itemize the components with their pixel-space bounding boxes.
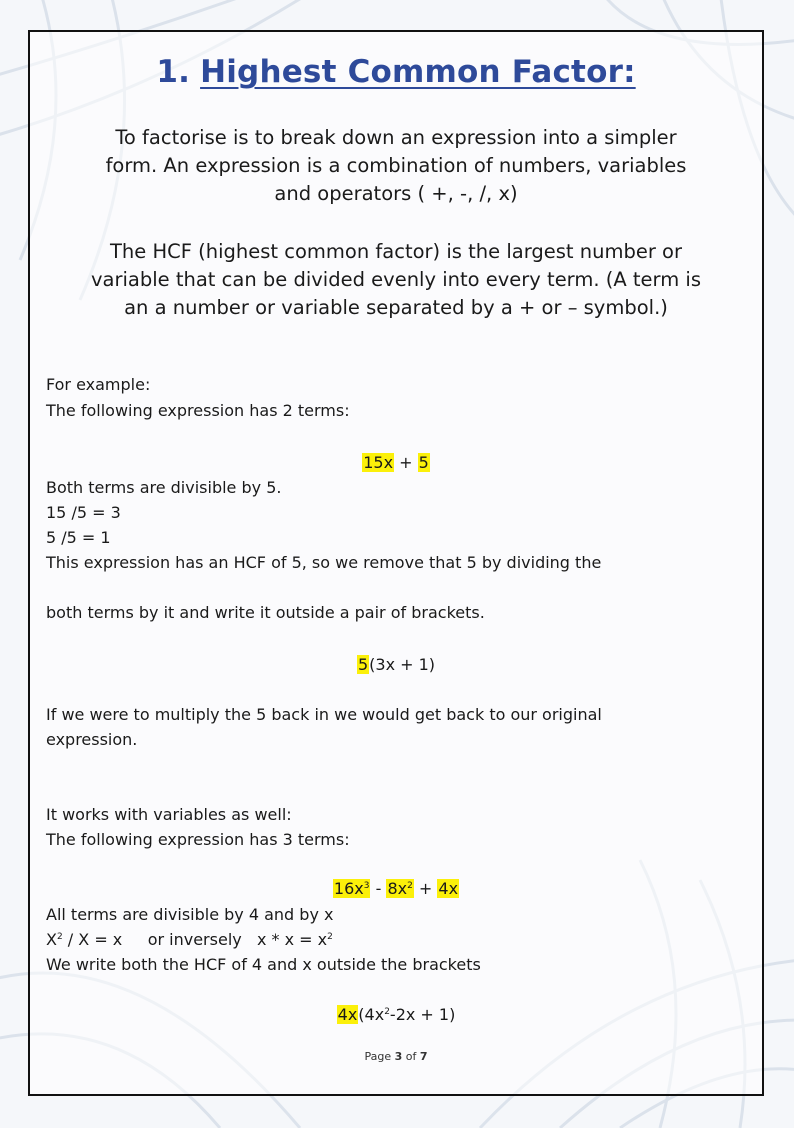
highlighted-factor: 4x [337, 1005, 358, 1024]
factorised-result-1 [30, 653, 762, 677]
hcf-explanation: This expression has an HCF of 5, so we remove that 5 by dividing the [46, 553, 602, 572]
multiply-back-note: If we were to multiply the 5 back in we would get back to our original [46, 705, 602, 724]
bracket-expression: (3x + 1) [369, 655, 436, 674]
intro-line: and operators ( +, -, /, x) [274, 182, 518, 205]
operator: - [370, 879, 387, 898]
hcf-line: variable that can be divided evenly into every term. (A term is [90, 268, 701, 291]
highlighted-factor: 5 [357, 655, 369, 674]
example-intro: For example: [46, 375, 151, 394]
highlighted-term: 5 [418, 453, 429, 472]
expression-2 [30, 877, 762, 901]
intro-line: form. An expression is a combination of numbers, variables [105, 154, 687, 177]
hcf-explanation-cont: both terms by it and write it outside a pair of brackets. [46, 603, 485, 622]
hcf-definition-paragraph [46, 238, 746, 322]
hcf-outside-note: We write both the HCF of 4 and x outside the brackets [46, 955, 481, 974]
division-step: 5 /5 = 1 [46, 528, 111, 547]
multiply-back-note-cont: expression. [46, 730, 138, 749]
highlighted-term: $16x^3$ [333, 879, 370, 898]
variable-division: $X^2 / X = x$ or inversely $x * x = x^2$ [46, 930, 333, 949]
hcf-line: The HCF (highest common factor) is the largest number or [110, 240, 682, 263]
variables-intro: It works with variables as well: [46, 805, 292, 824]
expression-1 [30, 451, 762, 475]
page-number: Page 3 of 7 [364, 1050, 428, 1063]
example-terms-note: The following expression has 2 terms: [46, 401, 350, 420]
divisible-note: Both terms are divisible by 5. [46, 478, 282, 497]
intro-paragraph [46, 124, 746, 208]
factorised-result-2: $4x(4x^2-2x + 1)$ [337, 1005, 456, 1024]
title-number: 1. [156, 54, 191, 90]
highlighted-term: 15x [363, 453, 394, 472]
variables-terms-note: The following expression has 3 terms: [46, 830, 350, 849]
page-frame [28, 30, 764, 1096]
divisible-note-2: All terms are divisible by 4 and by x [46, 905, 334, 924]
highlighted-term: 4x [438, 879, 459, 898]
operator: + [413, 879, 438, 898]
highlighted-term: $8x^2$ [387, 879, 413, 898]
page-title [30, 54, 762, 90]
operator: + [394, 453, 418, 472]
title-text: Highest Common Factor: [200, 54, 636, 90]
intro-line: To factorise is to break down an expression into a simpler [115, 126, 677, 149]
division-step: 15 /5 = 3 [46, 503, 121, 522]
hcf-line: an a number or variable separated by a + or – symbol.) [124, 296, 668, 319]
